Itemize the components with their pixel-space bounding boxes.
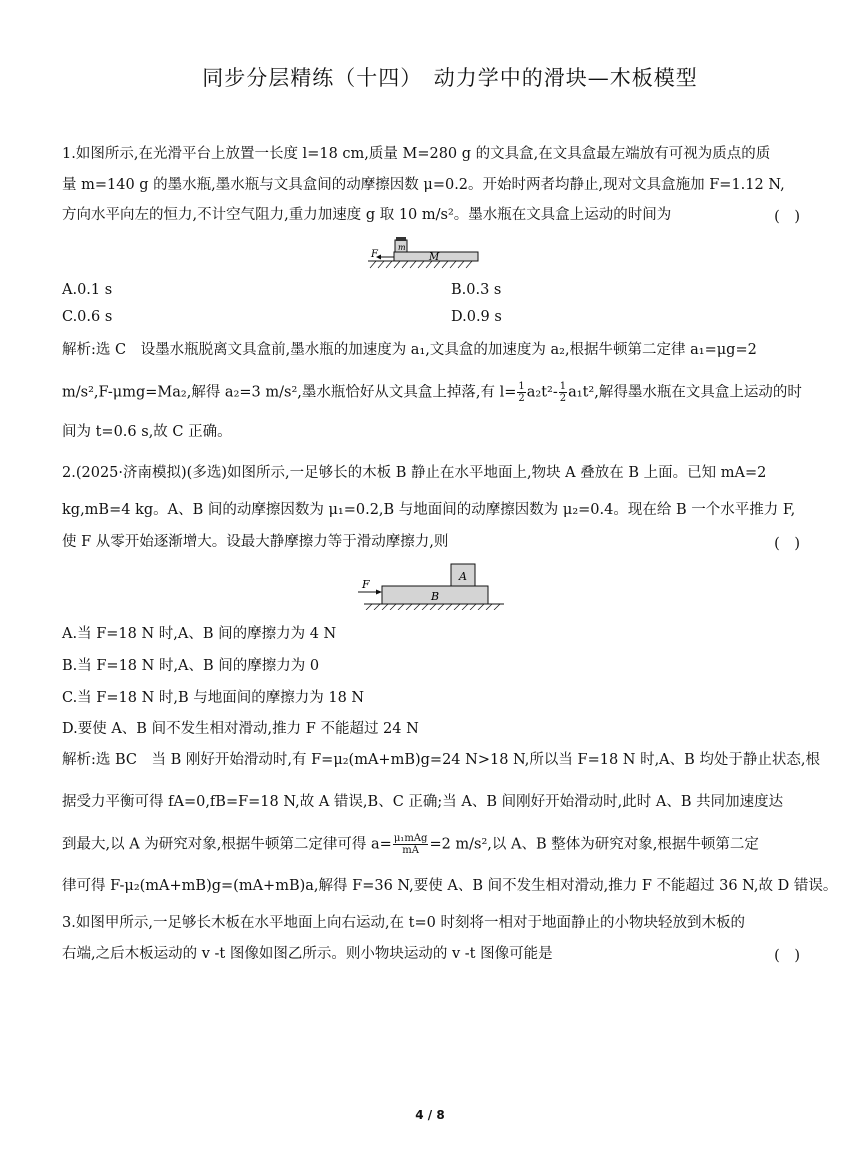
q1-analysis-line-2: m/s²,F-μmg=Ma₂,解得 a₂=3 m/s²,墨水瓶恰好从文具盒上掉落,有 l= $\frac{1}{2}$ a₂t²- $\frac{1}{2}$ a₁t²,解得墨水瓶在文具盒上运动的时 bbox=[62, 381, 802, 404]
board-b-label: B bbox=[431, 590, 440, 603]
q2-analysis-line-2: 据受力平衡可得 fA=0,fB=F=18 N,故 A 错误,B、C 正确;当 A、B 间刚好开始滑动时,此时 A、B 共同加速度达 bbox=[62, 794, 784, 810]
page-title: 同步分层精练（十四） 动力学中的滑块—木板模型 bbox=[202, 66, 698, 90]
q1-option-b: B.0.3 s bbox=[451, 282, 502, 298]
force-label: F bbox=[362, 578, 370, 591]
q2-stem-line-3: 使 F 从零开始逐渐增大。设最大静摩擦力等于滑动摩擦力,则 bbox=[62, 534, 449, 550]
q1-figure bbox=[362, 232, 484, 272]
q2-analysis-line-4: 律可得 F-μ₂(mA+mB)g=(mA+mB)a,解得 F=36 N,要使 A、B 间不发生相对滑动,推力 F 不能超过 36 N,故 D 错误。 bbox=[62, 878, 838, 894]
q1-analysis-line-1: 解析:选 C 设墨水瓶脱离文具盒前,墨水瓶的加速度为 a₁,文具盒的加速度为 a₂,根据牛顿第二定律 a₁=μg=2 bbox=[62, 342, 757, 358]
force-label: F bbox=[371, 249, 378, 260]
q1-stem-line-2: 量 m=140 g 的墨水瓶,墨水瓶与文具盒间的动摩擦因数 μ=0.2。开始时两者均静止,现对文具盒施加 F=1.12 N, bbox=[62, 177, 785, 193]
mass-m-label: m bbox=[398, 243, 406, 252]
q2-option-d: D.要使 A、B 间不发生相对滑动,推力 F 不能超过 24 N bbox=[62, 721, 419, 737]
q1-option-c: C.0.6 s bbox=[62, 309, 113, 325]
q2-option-b: B.当 F=18 N 时,A、B 间的摩擦力为 0 bbox=[62, 658, 320, 674]
q1-stem-line-1: 1.如图所示,在光滑平台上放置一长度 l=18 cm,质量 M=280 g 的文具盒,在文具盒最左端放有可视为质点的质 bbox=[62, 146, 771, 162]
fraction-half-1: $\frac{1}{2}$ bbox=[518, 381, 525, 404]
q1-option-d: D.0.9 s bbox=[451, 309, 502, 325]
fraction-acceleration: $\frac{\text{μ₁mAg}}{mA}$ bbox=[393, 833, 428, 856]
q3-stem-line-2: 右端,之后木板运动的 v -t 图像如图乙所示。则小物块运动的 v -t 图像可能是 bbox=[62, 946, 553, 962]
page-number: 4 / 8 bbox=[415, 1108, 445, 1122]
q1-analysis-line-3: 间为 t=0.6 s,故 C 正确。 bbox=[62, 424, 232, 440]
q2-figure bbox=[354, 560, 510, 610]
fraction-half-2: $\frac{1}{2}$ bbox=[559, 381, 567, 404]
q1-option-a: A.0.1 s bbox=[62, 282, 113, 298]
q1-answer-paren: ( ) bbox=[774, 209, 800, 225]
q2-stem-line-1: 2.(2025·济南模拟)(多选)如图所示,一足够长的木板 B 静止在水平地面上,物块 A 叠放在 B 上面。已知 mA=2 bbox=[62, 465, 767, 481]
q1-stem-line-3: 方向水平向左的恒力,不计空气阻力,重力加速度 g 取 10 m/s²。墨水瓶在文具盒上运动的时间为 bbox=[62, 207, 672, 223]
q3-answer-paren: ( ) bbox=[774, 948, 800, 964]
mass-M-label: M bbox=[429, 252, 440, 263]
q2-answer-paren: ( ) bbox=[774, 536, 800, 552]
q2-analysis-line-3: 到最大,以 A 为研究对象,根据牛顿第二定律可得 a= $\frac{\text{μ₁mAg}}{mA}$ =2 m/s²,以 A、B 整体为研究对象,根据牛顿第二定 bbox=[62, 833, 759, 856]
block-a-label: A bbox=[459, 570, 467, 583]
q3-stem-line-1: 3.如图甲所示,一足够长木板在水平地面上向右运动,在 t=0 时刻将一相对于地面静止的小物块轻放到木板的 bbox=[62, 915, 745, 931]
q2-option-a: A.当 F=18 N 时,A、B 间的摩擦力为 4 N bbox=[62, 626, 337, 642]
q2-stem-line-2: kg,mB=4 kg。A、B 间的动摩擦因数为 μ₁=0.2,B 与地面间的动摩擦因数为 μ₂=0.4。现在给 B 一个水平推力 F, bbox=[62, 502, 796, 518]
q2-analysis-line-1: 解析:选 BC 当 B 刚好开始滑动时,有 F=μ₂(mA+mB)g=24 N>18 N,所以当 F=18 N 时,A、B 均处于静止状态,根 bbox=[62, 752, 821, 768]
q2-option-c: C.当 F=18 N 时,B 与地面间的摩擦力为 18 N bbox=[62, 690, 365, 706]
